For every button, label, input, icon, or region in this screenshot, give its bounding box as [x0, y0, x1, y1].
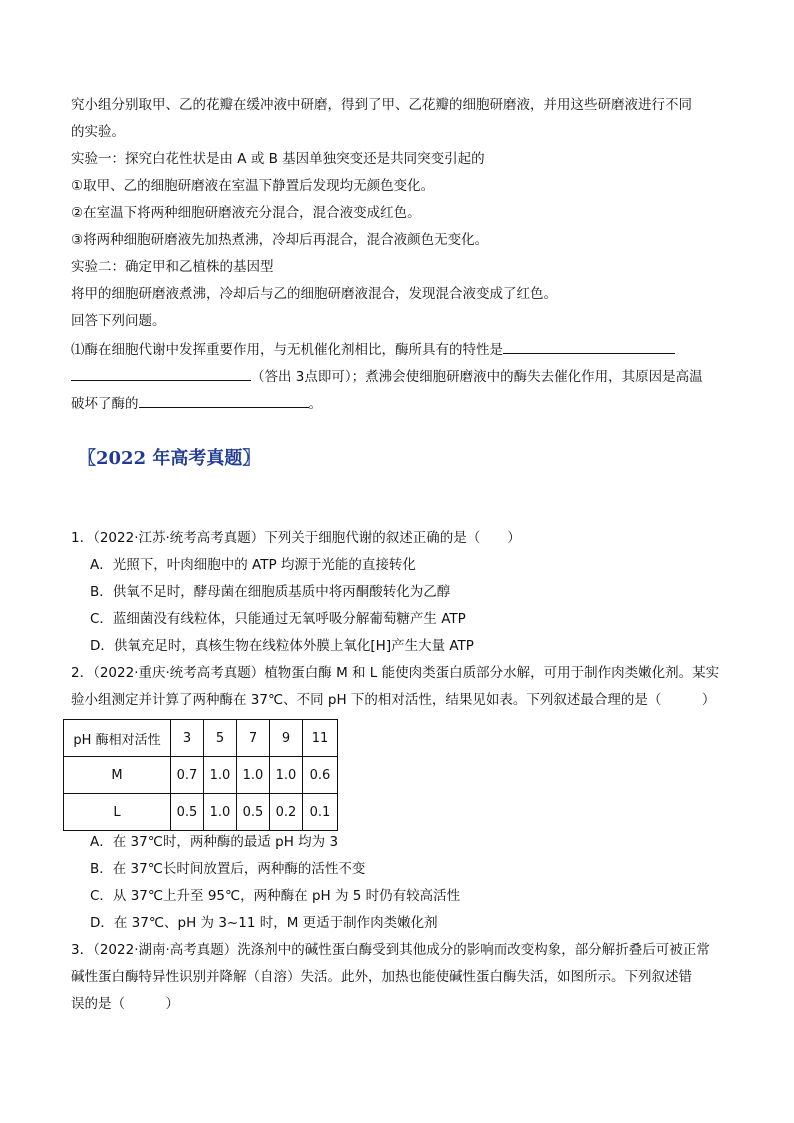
question-1-line-c	[71, 393, 322, 414]
q1-stem: 1．（2022·江苏·统考高考真题）下列关于细胞代谢的叙述正确的是（ ）	[71, 530, 521, 546]
table-cell: 1.0	[204, 794, 237, 831]
section-heading: 〖2022 年高考真题〗	[78, 448, 261, 469]
question-1-text-c: 破坏了酶的	[71, 396, 139, 412]
q2-stem-line-2: 验小组测定并计算了两种酶在 37℃、不同 pH 下的相对活性，结果见如表。下列叙述最合理的是（ ）	[71, 692, 716, 708]
q2-option-c[interactable]: C．从 37℃上升至 95℃，两种酶在 pH 为 5 时仍有较高活性	[90, 888, 461, 904]
table-cell: 0.6	[303, 757, 338, 794]
question-1-line-b	[71, 366, 703, 387]
table-cell: 1.0	[204, 757, 237, 794]
intro-line-2: 的实验。	[71, 124, 125, 140]
experiment-2-title: 实验二：确定甲和乙植株的基因型	[71, 259, 274, 275]
table-ph-cell: 11	[303, 720, 338, 757]
table-cell: 1.0	[237, 757, 270, 794]
table-header-label: pH 酶相对活性	[64, 720, 171, 757]
intro-line-1: 究小组分别取甲、乙的花瓣在缓冲液中研磨，得到了甲、乙花瓣的细胞研磨液，并用这些研磨液进行不同	[71, 97, 692, 113]
q1-option-d[interactable]: D．供氧充足时，真核生物在线粒体外膜上氧化[H]产生大量 ATP	[90, 638, 474, 654]
table-ph-cell: 3	[171, 720, 204, 757]
experiment-1-title: 实验一：探究白花性状是由 A 或 B 基因单独突变还是共同突变引起的	[71, 151, 485, 167]
q3-stem-line-1: 3．（2022·湖南·高考真题）洗涤剂中的碱性蛋白酶受到其他成分的影响而改变构象，部分解折叠后可被正常	[71, 942, 710, 958]
table-cell: 0.2	[270, 794, 303, 831]
table-row-label: L	[64, 794, 171, 831]
experiment-1-step-1: ①取甲、乙的细胞研磨液在室温下静置后发现均无颜色变化。	[71, 178, 435, 194]
enzyme-activity-table	[63, 719, 338, 831]
question-1-text-a: ⑴酶在细胞代谢中发挥重要作用，与无机催化剂相比，酶所具有的特性是	[71, 342, 503, 358]
table-cell: 0.5	[237, 794, 270, 831]
q2-option-a[interactable]: A．在 37℃时，两种酶的最适 pH 均为 3	[90, 834, 339, 850]
experiment-2-text: 将甲的细胞研磨液煮沸，冷却后与乙的细胞研磨液混合，发现混合液变成了红色。	[71, 286, 557, 302]
q1-option-b[interactable]: B．供氧不足时，酵母菌在细胞质基质中将丙酮酸转化为乙醇	[90, 584, 451, 600]
table-cell: 1.0	[270, 757, 303, 794]
table-row-label: M	[64, 757, 171, 794]
question-1-line-a	[71, 339, 675, 360]
q1-option-c[interactable]: C．蓝细菌没有线粒体，只能通过无氧呼吸分解葡萄糖产生 ATP	[90, 611, 466, 627]
q2-stem-line-1: 2．（2022·重庆·统考高考真题）植物蛋白酶 M 和 L 能使肉类蛋白质部分水解，可用于制作肉类嫩化剂。某实	[71, 665, 720, 681]
table-ph-cell: 7	[237, 720, 270, 757]
table-row	[64, 794, 338, 831]
table-ph-cell: 9	[270, 720, 303, 757]
question-1-text-b: （答出 3点即可）；煮沸会使细胞研磨液中的酶失去催化作用，其原因是高温	[251, 369, 703, 385]
q2-option-b[interactable]: B．在 37℃长时间放置后，两种酶的活性不变	[90, 861, 366, 877]
table-cell: 0.1	[303, 794, 338, 831]
answer-blank-2[interactable]	[139, 393, 309, 408]
experiment-1-step-2: ②在室温下将两种细胞研磨液充分混合，混合液变成红色。	[71, 205, 421, 221]
q3-stem-line-3: 误的是（ ）	[71, 996, 179, 1012]
answer-prompt: 回答下列问题。	[71, 313, 166, 329]
q3-stem-line-2: 碱性蛋白酶特异性识别并降解（自溶）失活。此外，加热也能使碱性蛋白酶失活，如图所示。下列叙述错	[71, 969, 692, 985]
answer-blank-1-continued[interactable]	[71, 366, 251, 381]
answer-blank-1[interactable]	[503, 339, 675, 354]
q1-option-a[interactable]: A．光照下，叶肉细胞中的 ATP 均源于光能的直接转化	[90, 557, 416, 573]
q2-option-d[interactable]: D．在 37℃、pH 为 3~11 时，M 更适于制作肉类嫩化剂	[90, 915, 438, 931]
table-row	[64, 757, 338, 794]
table-cell: 0.7	[171, 757, 204, 794]
table-cell: 0.5	[171, 794, 204, 831]
question-1-text-c-end: 。	[308, 396, 322, 412]
table-header-row	[64, 720, 338, 757]
table-ph-cell: 5	[204, 720, 237, 757]
experiment-1-step-3: ③将两种细胞研磨液先加热煮沸，冷却后再混合，混合液颜色无变化。	[71, 232, 489, 248]
